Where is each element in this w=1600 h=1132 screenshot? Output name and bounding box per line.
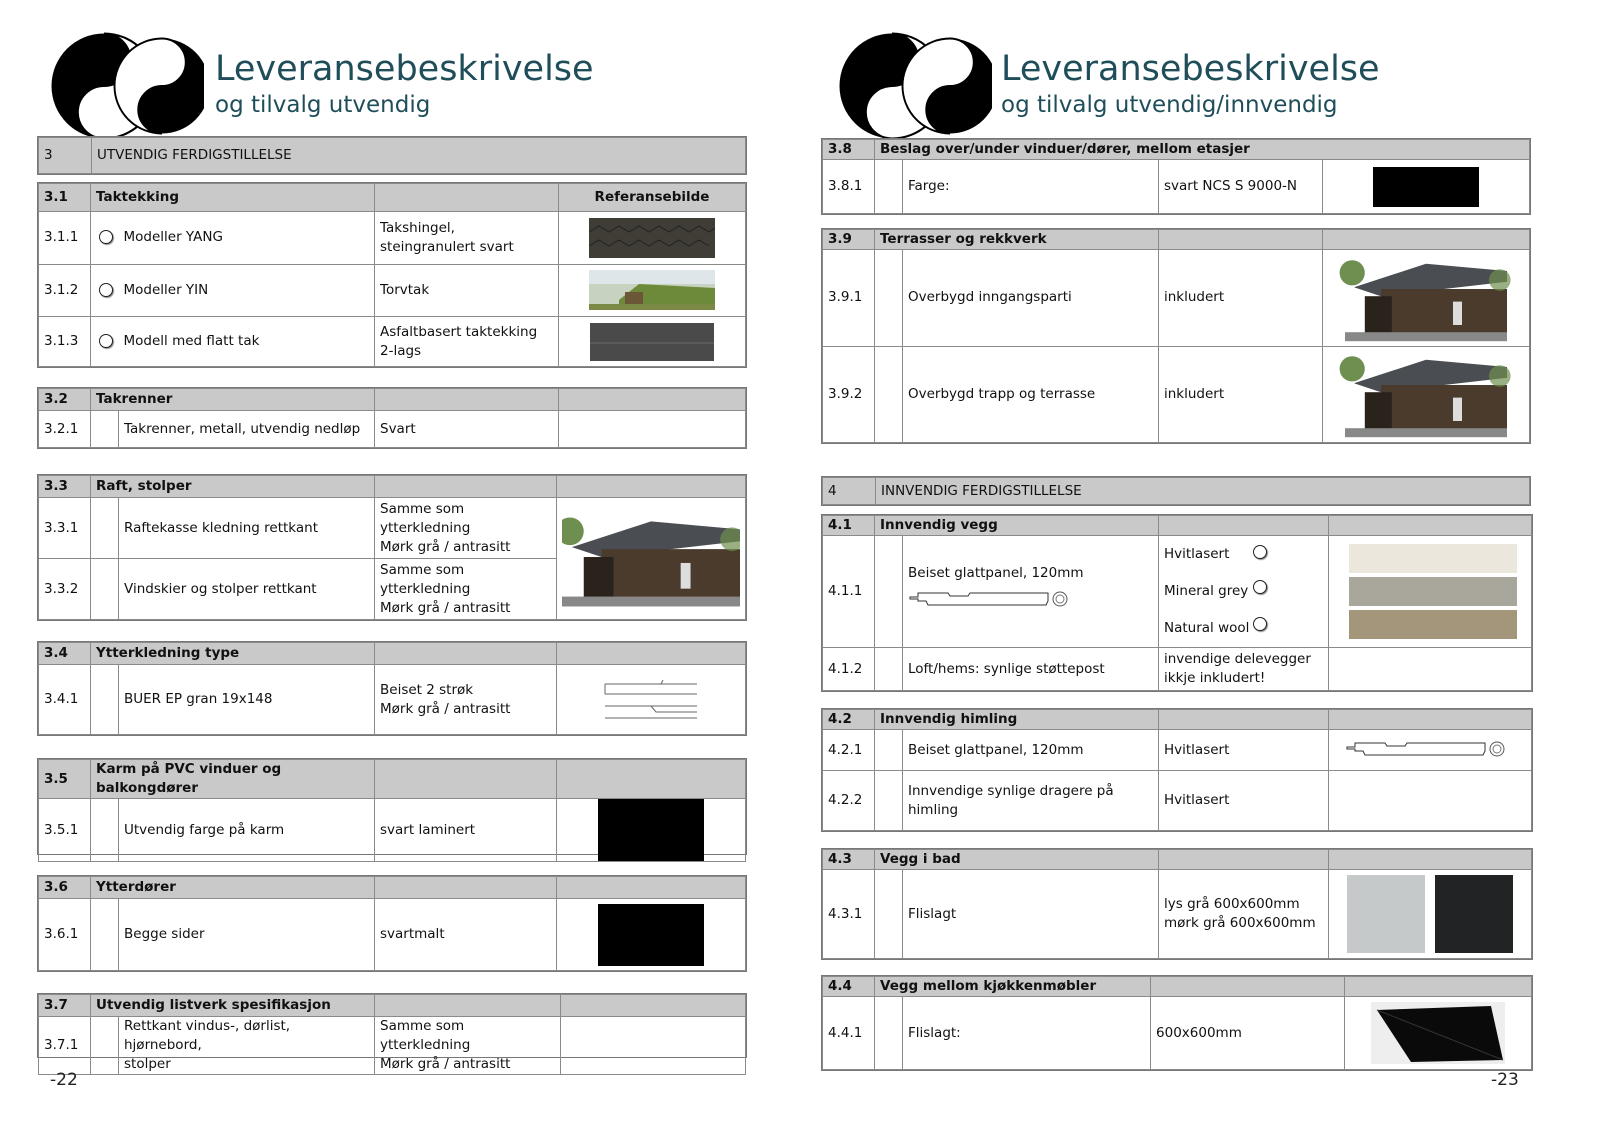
- row-label: Modeller YANG: [119, 212, 375, 265]
- row-title: Ytterdører: [91, 877, 375, 899]
- sod-roof-image: [589, 270, 715, 310]
- row-value: Asfaltbasert taktekking 2-lags: [375, 317, 559, 367]
- section-header: [821, 476, 1531, 506]
- table-4-3: [821, 848, 1533, 960]
- page-title: [1001, 48, 1380, 120]
- row-num: 3.5: [39, 760, 91, 799]
- row-num: 3.6.1: [39, 899, 91, 971]
- row-label: Utvendig farge på karm: [119, 799, 375, 862]
- row-num: 3.9: [823, 230, 875, 250]
- ref-image: [557, 799, 746, 862]
- row-num: 3.8.1: [823, 160, 875, 214]
- cladding-profile-icon: [601, 674, 701, 726]
- shingle-image: [589, 218, 715, 258]
- row-title: Ytterkledning type: [91, 643, 375, 665]
- row-num: 4.1: [823, 516, 875, 536]
- panel-profile-icon: [1345, 737, 1515, 763]
- row-title: Karm på PVC vinduer og balkongdører: [91, 760, 375, 799]
- ref-image: [559, 317, 746, 367]
- row-num: 3.3.2: [39, 559, 91, 620]
- section-title: INNVENDIG FERDIGSTILLELSE: [876, 478, 1530, 505]
- row-label: Beiset glattpanel, 120mm: [903, 536, 1159, 648]
- row-label: Takrenner, metall, utvendig nedløp: [119, 411, 375, 448]
- table-3-1: [37, 182, 747, 368]
- row-value: Torvtak: [375, 264, 559, 317]
- section-num: 4: [823, 478, 876, 505]
- row-num: 3.1: [39, 184, 91, 212]
- row-label: Flislagt:: [903, 997, 1151, 1070]
- black-swatch: [598, 799, 704, 861]
- radio-hvitlasert[interactable]: [1253, 545, 1267, 559]
- row-value: svartmalt: [375, 899, 557, 971]
- row-label: Overbygd trapp og terrasse: [903, 346, 1159, 443]
- radio-natural-wool[interactable]: [1253, 617, 1267, 631]
- row-num: 3.3: [39, 476, 91, 498]
- row-value: Beiset 2 strøk Mørk grå / antrasitt: [375, 665, 557, 735]
- row-num: 3.6: [39, 877, 91, 899]
- row-num: 4.1.2: [823, 648, 875, 691]
- color-options: [1159, 536, 1329, 648]
- row-value: Hvitlasert: [1159, 771, 1329, 831]
- row-label: Farge:: [903, 160, 1159, 214]
- title-sub: og tilvalg utvendig/innvendig: [1001, 92, 1338, 118]
- row-num: 4.4.1: [823, 997, 875, 1070]
- page-title: [215, 48, 594, 120]
- ref-image: [1329, 870, 1532, 959]
- row-value: Samme som ytterkledning Mørk grå / antrasitt: [375, 559, 557, 620]
- row-num: 3.9.2: [823, 346, 875, 443]
- yin-yang-logo-icon: [44, 30, 204, 142]
- swatch-hvitlasert: [1349, 544, 1517, 573]
- row-value: svart NCS S 9000-N: [1159, 160, 1323, 214]
- row-label: Vindskier og stolper rettkant: [119, 559, 375, 620]
- page-number: -22: [50, 1070, 78, 1090]
- row-value: svart laminert: [375, 799, 557, 862]
- row-value: Svart: [375, 411, 559, 448]
- option-label: Hvitlasert: [1164, 546, 1230, 562]
- ref-image: [557, 498, 746, 620]
- row-label: BUER EP gran 19x148: [119, 665, 375, 735]
- right-page: [800, 0, 1580, 1132]
- ref-image: [1323, 346, 1530, 443]
- left-page: [0, 0, 780, 1132]
- row-num: 4.2: [823, 710, 875, 730]
- ref-image: [557, 899, 746, 971]
- row-title: Raft, stolper: [91, 476, 375, 498]
- row-label: Modeller YIN: [119, 264, 375, 317]
- row-label: Overbygd inngangsparti: [903, 250, 1159, 347]
- row-value: inkludert: [1159, 250, 1323, 347]
- row-value: Samme som ytterkledning Mørk grå / antrasitt: [375, 498, 557, 559]
- table-3-9: [821, 228, 1531, 444]
- row-num: 4.3.1: [823, 870, 875, 959]
- table-3-2: [37, 387, 747, 449]
- row-label: Flislagt: [903, 870, 1159, 959]
- house-image: [562, 505, 740, 613]
- row-title: Innvendig himling: [875, 710, 1159, 730]
- ref-header: Referansebilde: [559, 184, 746, 212]
- row-value: Samme som ytterkledning Mørk grå / antrasitt: [375, 1017, 561, 1075]
- row-num: 3.8: [823, 140, 875, 160]
- ref-image: [1323, 160, 1530, 214]
- table-3-4: [37, 641, 747, 736]
- black-tile-image: [1371, 1002, 1505, 1064]
- section-num: 3: [39, 138, 92, 174]
- title-main: Leveransebeskrivelse: [1001, 49, 1380, 89]
- title-main: Leveransebeskrivelse: [215, 49, 594, 89]
- tile-light-grey: [1347, 875, 1425, 953]
- section-title: UTVENDIG FERDIGSTILLELSE: [92, 138, 746, 174]
- swatch-mineral-grey: [1349, 577, 1517, 606]
- row-num: 3.9.1: [823, 250, 875, 347]
- row-num: 3.3.1: [39, 498, 91, 559]
- row-label: Modell med flatt tak: [119, 317, 375, 367]
- house-image: [1336, 349, 1516, 439]
- row-num: 3.4.1: [39, 665, 91, 735]
- ref-image: [1323, 250, 1530, 347]
- row-value: 600x600mm: [1151, 997, 1345, 1070]
- row-value: Hvitlasert: [1159, 730, 1329, 771]
- table-3-3: [37, 474, 747, 621]
- house-image: [1336, 253, 1516, 343]
- row-num: 3.2.1: [39, 411, 91, 448]
- title-sub: og tilvalg utvendig: [215, 92, 431, 118]
- option-label: Mineral grey: [1164, 583, 1249, 599]
- option-label: Natural wool: [1164, 620, 1250, 636]
- row-value: invendige delevegger ikkje inkludert!: [1159, 648, 1329, 691]
- row-label: Begge sider: [119, 899, 375, 971]
- black-swatch: [1373, 167, 1479, 207]
- row-title: Taktekking: [91, 184, 375, 212]
- row-title: Beslag over/under vinduer/dører, mellom etasjer: [875, 140, 1530, 160]
- table-4-1: [821, 514, 1533, 692]
- row-num: 3.1.1: [39, 212, 91, 265]
- row-title: Terrasser og rekkverk: [875, 230, 1159, 250]
- row-num: 4.1.1: [823, 536, 875, 648]
- row-title: Vegg i bad: [875, 850, 1159, 870]
- yin-yang-logo-icon: [832, 30, 992, 142]
- row-num: 3.1.2: [39, 264, 91, 317]
- row-num: 4.3: [823, 850, 875, 870]
- table-3-5: [37, 758, 747, 855]
- swatch-natural-wool: [1349, 610, 1517, 639]
- ref-image: [557, 665, 746, 735]
- row-label: Beiset glattpanel, 120mm: [903, 730, 1159, 771]
- row-num: 3.7.1: [39, 1017, 91, 1075]
- row-value: Takshingel, steingranulert svart: [375, 212, 559, 265]
- header-cell: [375, 184, 559, 212]
- ref-image: [559, 212, 746, 265]
- table-3-6: [37, 875, 747, 972]
- table-3-7: [37, 993, 747, 1072]
- row-num: 3.5.1: [39, 799, 91, 862]
- row-num: 3.7: [39, 995, 91, 1017]
- radio-mineral-grey[interactable]: [1253, 580, 1267, 594]
- panel-profile-icon: [908, 587, 1078, 613]
- row-title: Utvendig listverk spesifikasjon: [91, 995, 375, 1017]
- radio-flat[interactable]: [99, 334, 113, 348]
- ref-image: [559, 264, 746, 317]
- row-title: Vegg mellom kjøkkenmøbler: [875, 977, 1151, 997]
- row-value: inkludert: [1159, 346, 1323, 443]
- row-num: 3.2: [39, 389, 91, 411]
- row-num: 3.1.3: [39, 317, 91, 367]
- ref-image: [1345, 997, 1532, 1070]
- page-number: -23: [1491, 1070, 1519, 1090]
- row-num: 4.4: [823, 977, 875, 997]
- row-label: Raftekasse kledning rettkant: [119, 498, 375, 559]
- black-swatch: [598, 904, 704, 966]
- section-header: [37, 136, 747, 175]
- asphalt-image: [590, 323, 714, 361]
- table-3-8: [821, 138, 1531, 215]
- row-num: 4.2.2: [823, 771, 875, 831]
- row-label: Rettkant vindus-, dørlist, hjørnebord, stolper: [119, 1017, 375, 1075]
- table-4-2: [821, 708, 1533, 832]
- tile-dark-grey: [1435, 875, 1513, 953]
- row-value: lys grå 600x600mm mørk grå 600x600mm: [1159, 870, 1329, 959]
- row-num: 3.4: [39, 643, 91, 665]
- ref-image: [1329, 730, 1532, 771]
- row-title: Innvendig vegg: [875, 516, 1159, 536]
- row-num: 4.2.1: [823, 730, 875, 771]
- row-label: Innvendige synlige dragere på himling: [903, 771, 1159, 831]
- table-4-4: [821, 975, 1533, 1071]
- swatch-column: [1329, 536, 1532, 648]
- radio-yin[interactable]: [99, 283, 113, 297]
- radio-yang[interactable]: [99, 230, 113, 244]
- row-label: Loft/hems: synlige støttepost: [903, 648, 1159, 691]
- row-title: Takrenner: [91, 389, 375, 411]
